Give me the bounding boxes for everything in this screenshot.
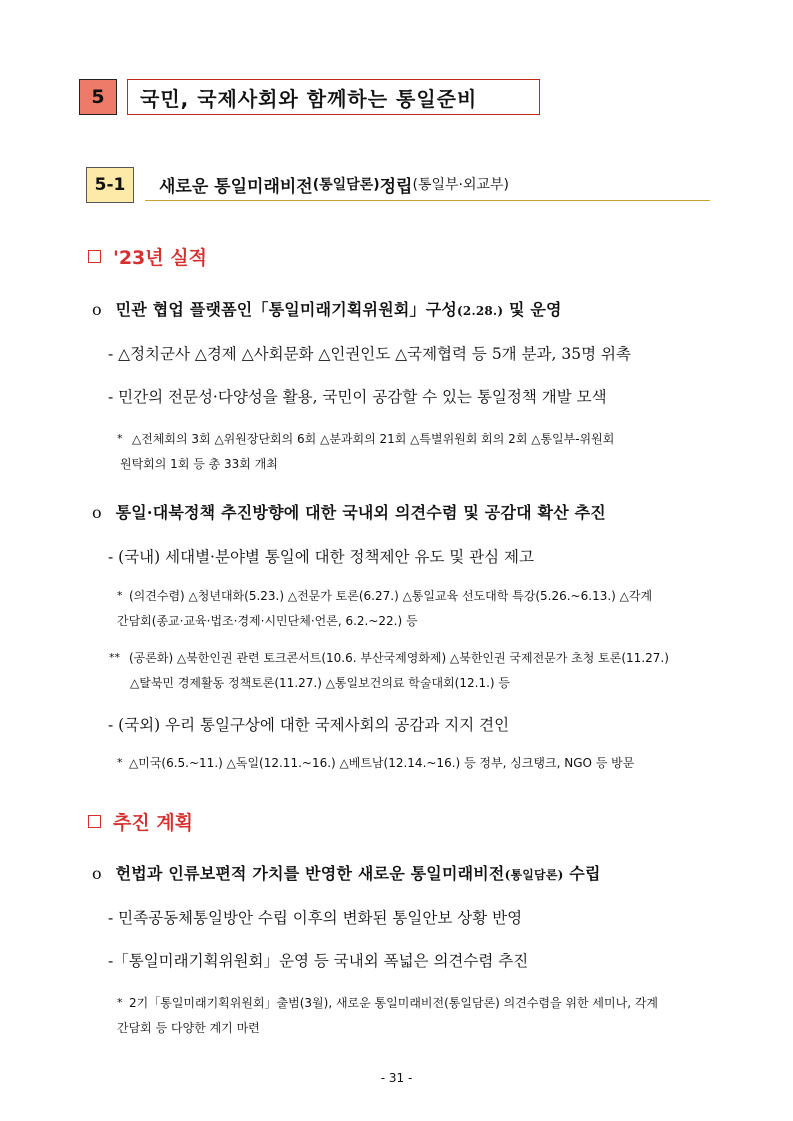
performance-item1-title	[92, 297, 562, 320]
section-number: 5-1	[86, 167, 134, 203]
item1-title-c: 및 운영	[503, 300, 562, 319]
performance-item1-note-line1: △전체회의 3회 △위원장단회의 6회 △분과회의 21회 △특별위원회 회의 2회 △통일부-위원회	[132, 432, 615, 446]
plan-item1-title-a: 헌법과 인류보편적 가치를 반영한 새로운 통일미래비전	[115, 864, 505, 883]
plan-item1-note-line2: 간담회 등 다양한 계기 마련	[117, 1021, 260, 1035]
item1-title-date: (2.28.)	[457, 304, 504, 318]
note-star-icon: *	[117, 589, 123, 602]
o-bullet-icon: o	[92, 864, 102, 883]
note-double-star-icon: **	[109, 651, 120, 664]
note-star-icon: *	[117, 432, 123, 445]
performance-item1-note-line2: 원탁회의 1회 등 총 33회 개최	[120, 457, 278, 471]
performance-item1-dash1: - △정치군사 △경제 △사회문화 △인권인도 △국제협력 등 5개 분과, 35명 위촉	[108, 345, 631, 363]
performance-heading-text: '23년 실적	[113, 247, 207, 269]
note-star-icon: *	[117, 756, 123, 769]
section-title	[145, 168, 710, 201]
section-title-main: 새로운 통일미래비전	[159, 176, 313, 197]
o-bullet-icon: o	[92, 300, 102, 319]
o-bullet-icon: o	[92, 503, 102, 522]
note-star-icon: *	[117, 996, 123, 1009]
performance-item2-title	[92, 500, 606, 523]
plan-item1-note-line1: 2기「통일미래기획위원회」출범(3월), 새로운 통일미래비전(통일담론) 의견수렴을 위한 세미나, 각계	[129, 996, 659, 1010]
chapter-number: 5	[79, 79, 117, 115]
plan-item1-title	[92, 861, 601, 884]
plan-item1-dash1: - 민족공동체통일방안 수립 이후의 변화된 통일안보 상황 반영	[108, 909, 523, 927]
performance-item1-dash2: - 민간의 전문성·다양성을 활용, 국민이 공감할 수 있는 통일정책 개발 모색	[108, 388, 607, 406]
chapter-title-text: 국민, 국제사회와 함께하는 통일준비	[140, 86, 478, 111]
item1-title-a: 민관 협업 플랫폼인「통일미래기획위원회」구성	[115, 300, 458, 319]
performance-item2-dash1: - (국내) 세대별·분야별 통일에 대한 정책제안 유도 및 관심 제고	[108, 548, 534, 566]
plan-item1-title-c: 수립	[563, 864, 601, 883]
plan-heading-text: 추진 계획	[113, 812, 194, 834]
performance-item2-dash2: - (국외) 우리 통일구상에 대한 국제사회의 공감과 지지 견인	[108, 716, 510, 734]
performance-item2-note3-line1: △미국(6.5.~11.) △독일(12.11.~16.) △베트남(12.14.~16.) 등 정부, 싱크탱크, NGO 등 방문	[129, 756, 635, 770]
page-number: - 31 -	[380, 1071, 413, 1085]
chapter-title	[127, 79, 540, 115]
plan-item1-dash2: -「통일미래기획위원회」운영 등 국내외 폭넓은 의견수렴 추진	[108, 952, 529, 970]
performance-item2-note1-line2: 간담회(종교·교육·법조·경제·시민단체·언론, 6.2.~22.) 등	[117, 614, 418, 628]
section-ministries: (통일부·외교부)	[412, 177, 510, 193]
square-bullet-icon	[88, 250, 101, 263]
performance-heading	[88, 243, 207, 270]
item2-title-text: 통일·대북정책 추진방향에 대한 국내외 의견수렴 및 공감대 확산 추진	[115, 503, 606, 522]
square-bullet-icon	[88, 815, 101, 828]
performance-item2-note1-line1: (의견수렴) △청년대화(5.23.) △전문가 토론(6.27.) △통일교육 선도대학 특강(5.26.~6.13.) △각계	[129, 589, 653, 603]
section-title-end: 정립	[379, 176, 413, 197]
plan-heading	[88, 808, 193, 835]
performance-item2-note2-line1: (공론화) △북한인권 관련 토크콘서트(10.6. 부산국제영화제) △북한인권 국제전문가 초청 토론(11.27.)	[129, 651, 669, 665]
performance-item2-note2-line2: △탈북민 경제활동 정책토론(11.27.) △통일보건의료 학술대회(12.1.) 등	[130, 676, 510, 690]
section-title-paren: (통일담론)	[312, 177, 380, 193]
plan-item1-title-paren: (통일담론)	[504, 868, 564, 882]
